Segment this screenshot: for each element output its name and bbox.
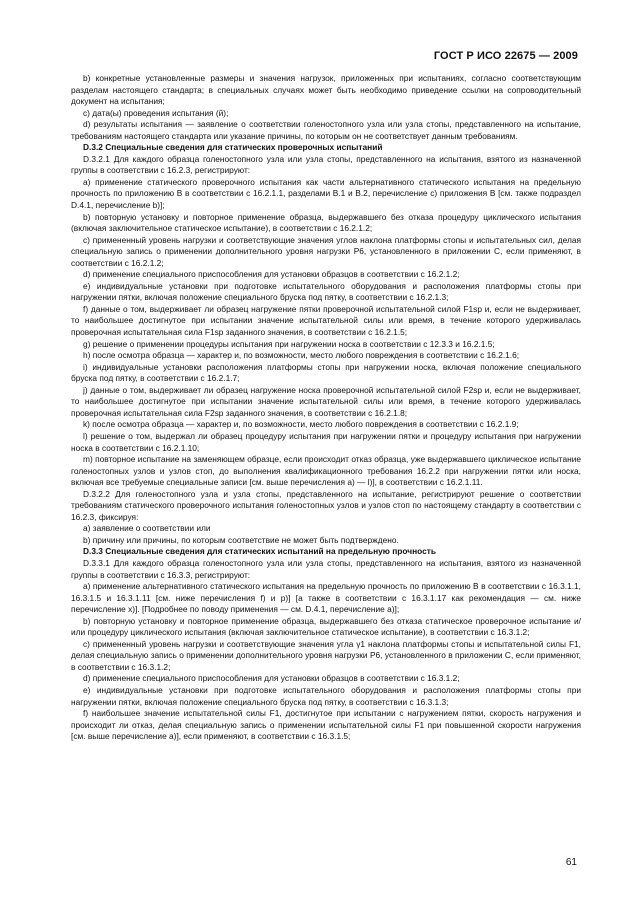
- list-item: l) решение о том, выдержал ли образец процедуру испытания при нагружении пятки и процедуру испытания при нагружении носка в соответствии с 16.2.1.10;: [71, 430, 581, 453]
- list-item: d) применение специального приспособления для установки образцов в соответствии с 16.2.1.2;: [83, 269, 460, 280]
- list-item-d: d) результаты испытания — заявление о соответствии голеностопного узла или узла стопы, представленного на испытание, требованиям настоящего стандарта или указание причины, по которым он не соответствует данным требованиям.: [71, 119, 581, 141]
- document-header: ГОСТ Р ИСО 22675 — 2009: [433, 50, 578, 62]
- list-item: h) после осмотра образца — характер и, по возможности, место любого повреждения в соответствии с 16.2.1.6;: [83, 350, 520, 361]
- list-item: e) индивидуальные установки при подготовке испытательного оборудования и расположения платформы стопы при нагружении пятки, включая положение специального бруска под пятку, в соответствии с 16.3.1.3;: [71, 684, 581, 707]
- list-item: a) применение статического проверочного испытания как части альтернативного статического испытания на предельную прочность по приложению В в соответствии с 16.2.1.1, разделами В.1 и В.2, перечисление с) приложения В [см. также подраздел D.4.1, перечисление b)];: [71, 176, 581, 211]
- list-item: i) индивидуальные установки расположения платформы стопы при нагружении носка, включая положение специального бруска под пятку, в соответствии с 16.2.1.7;: [71, 361, 581, 384]
- list-item: f) наибольшее значение испытательной силы F1, достигнутое при испытании с нагружением пятки, скорость нагружения и происходит ли отказ, делая специальную запись о применении испытательной силы F1 при повышенной скорости нагружения [см. выше перечисление a)], если применяют, в соответствии с 16.3.1.5;: [71, 708, 581, 742]
- list-item: b) повторную установку и повторное применение образца, выдержавшего без отказа статическое проверочное испытание и/или процедуру циклического испытания (включая заключительное статическое испытание), в соответствии с 16.3.1.2;: [71, 615, 581, 638]
- list-item: c) примененный уровень нагрузки и соответствующие значения угла γ1 наклона платформы стопы и испытательной силы F1, делая специальную запись о применении дополнительного уровня нагрузки Р6, установленного в приложении С, если применяют, в соответствии с 16.3.1.2;: [71, 638, 581, 672]
- list-item: b) причину или причины, по которым соответствие не может быть подтверждено.: [83, 534, 399, 545]
- list-item: d) применение специального приспособления для установки образцов в соответствии с 16.3.1.2;: [83, 673, 460, 684]
- list-item: g) решение о применении процедуры испытания при нагружении носка в соответствии с 12.3.3 и 16.2.1.5;: [83, 338, 495, 349]
- page-number: 61: [565, 857, 577, 868]
- clause-d322: D.3.2.2 Для голеностопного узла и узла стопы, представленного на испытание, регистрируют решение о соответствии требованиям статического проверочного испытания голеностопных узлов и узлов стоп по настоящему стандарту в соответствии с 16.2.3, фиксируя:: [71, 488, 581, 522]
- list-item-c: c) дата(ы) проведения испытания (й);: [83, 107, 229, 118]
- list-item: f) данные о том, выдерживает ли образец нагружение пятки проверочной испытательной силой F1sp и, если не выдерживает, то наибольшее достигнутое при испытании значение испытательной силы или время, в течение которого удерживалась проверочная испытательная сила F1sp заданного значения, в соответствии с 16.2.1.5;: [71, 303, 581, 338]
- list-item: m) повторное испытание на заменяющем образце, если происходит отказ образца, уже выдержавшего циклическое испытание голеностопных узлов и узлов стоп, до выполнения квалификационного требования 16.2.2 при нагружении пятки или носка, включая все требуемые специальные записи [см. выше перечисления a) — l)], в соответствии с 16.2.1.11.: [71, 454, 581, 488]
- list-item: c) примененный уровень нагрузки и соответствующие значения углов наклона платформы стопы и испытательных сил, делая специальную запись о применении дополнительного уровня нагрузки Р6, установленного в приложении С, если применяют, в соответствии с 16.2.1.2;: [71, 234, 581, 268]
- clause-d321: D.3.2.1 Для каждого образца голеностопного узла или узла стопы, представленного на испытания, взятого из назначенной группы в соответствии с 16.2.3, регистрируют:: [71, 153, 581, 176]
- page-body: [71, 73, 581, 743]
- list-item: e) индивидуальные установки при подготовке испытательного оборудования и расположения платформы стопы при нагружении пятки, включая положение специального бруска под пятку, в соответствии с 16.2.1.3;: [71, 280, 581, 303]
- section-heading-d33: D.3.3 Специальные сведения для статических испытаний на предельную прочность: [83, 546, 436, 557]
- section-heading-d32: D.3.2 Специальные сведения для статических проверочных испытаний: [83, 142, 383, 153]
- list-item: j) данные о том, выдерживает ли образец нагружение носка проверочной испытательной силой F2sp и, если не выдерживает, то наибольшее достигнутое при испытании значение испытательной силы или время, в течение которого удерживалась проверочная испытательная сила F2sp заданного значения, в соответствии с 16.2.1.8;: [71, 384, 581, 418]
- list-item: a) применение альтернативного статического испытания на предельную прочность по приложению В в соответствии с 16.3.1.1, 16.3.1.5 и 16.3.1.11 [см. ниже перечисления f) и p)] [а также в соответствии с 16.3.1.17 как рекомендация — см. ниже перечисление х)]. [Подробнее по поводу применения — см. D.4.1, перечисление a)];: [71, 581, 581, 615]
- list-item: a) заявление о соответствии или: [83, 523, 211, 534]
- list-item-b: b) конкретные установленные размеры и значения нагрузок, приложенных при испытаниях, согласно соответствующим разделам настоящего стандарта; в специальных случаях может быть необходимо приведение ссылки на сопроводительный документ на испытания;: [71, 73, 581, 107]
- clause-d331: D.3.3.1 Для каждого образца голеностопного узла или узла стопы, представленного на испытания, взятого из назначенной группы в соответствии с 16.3.3, регистрируют:: [71, 557, 581, 580]
- list-item: k) после осмотра образца — характер и, по возможности, место любого повреждения в соответствии с 16.2.1.9;: [83, 419, 519, 430]
- list-item: b) повторную установку и повторное применение образца, выдержавшего без отказа процедуру циклического испытания (включая заключительное статическое испытание), в соответствии с 16.2.1.2;: [71, 211, 581, 234]
